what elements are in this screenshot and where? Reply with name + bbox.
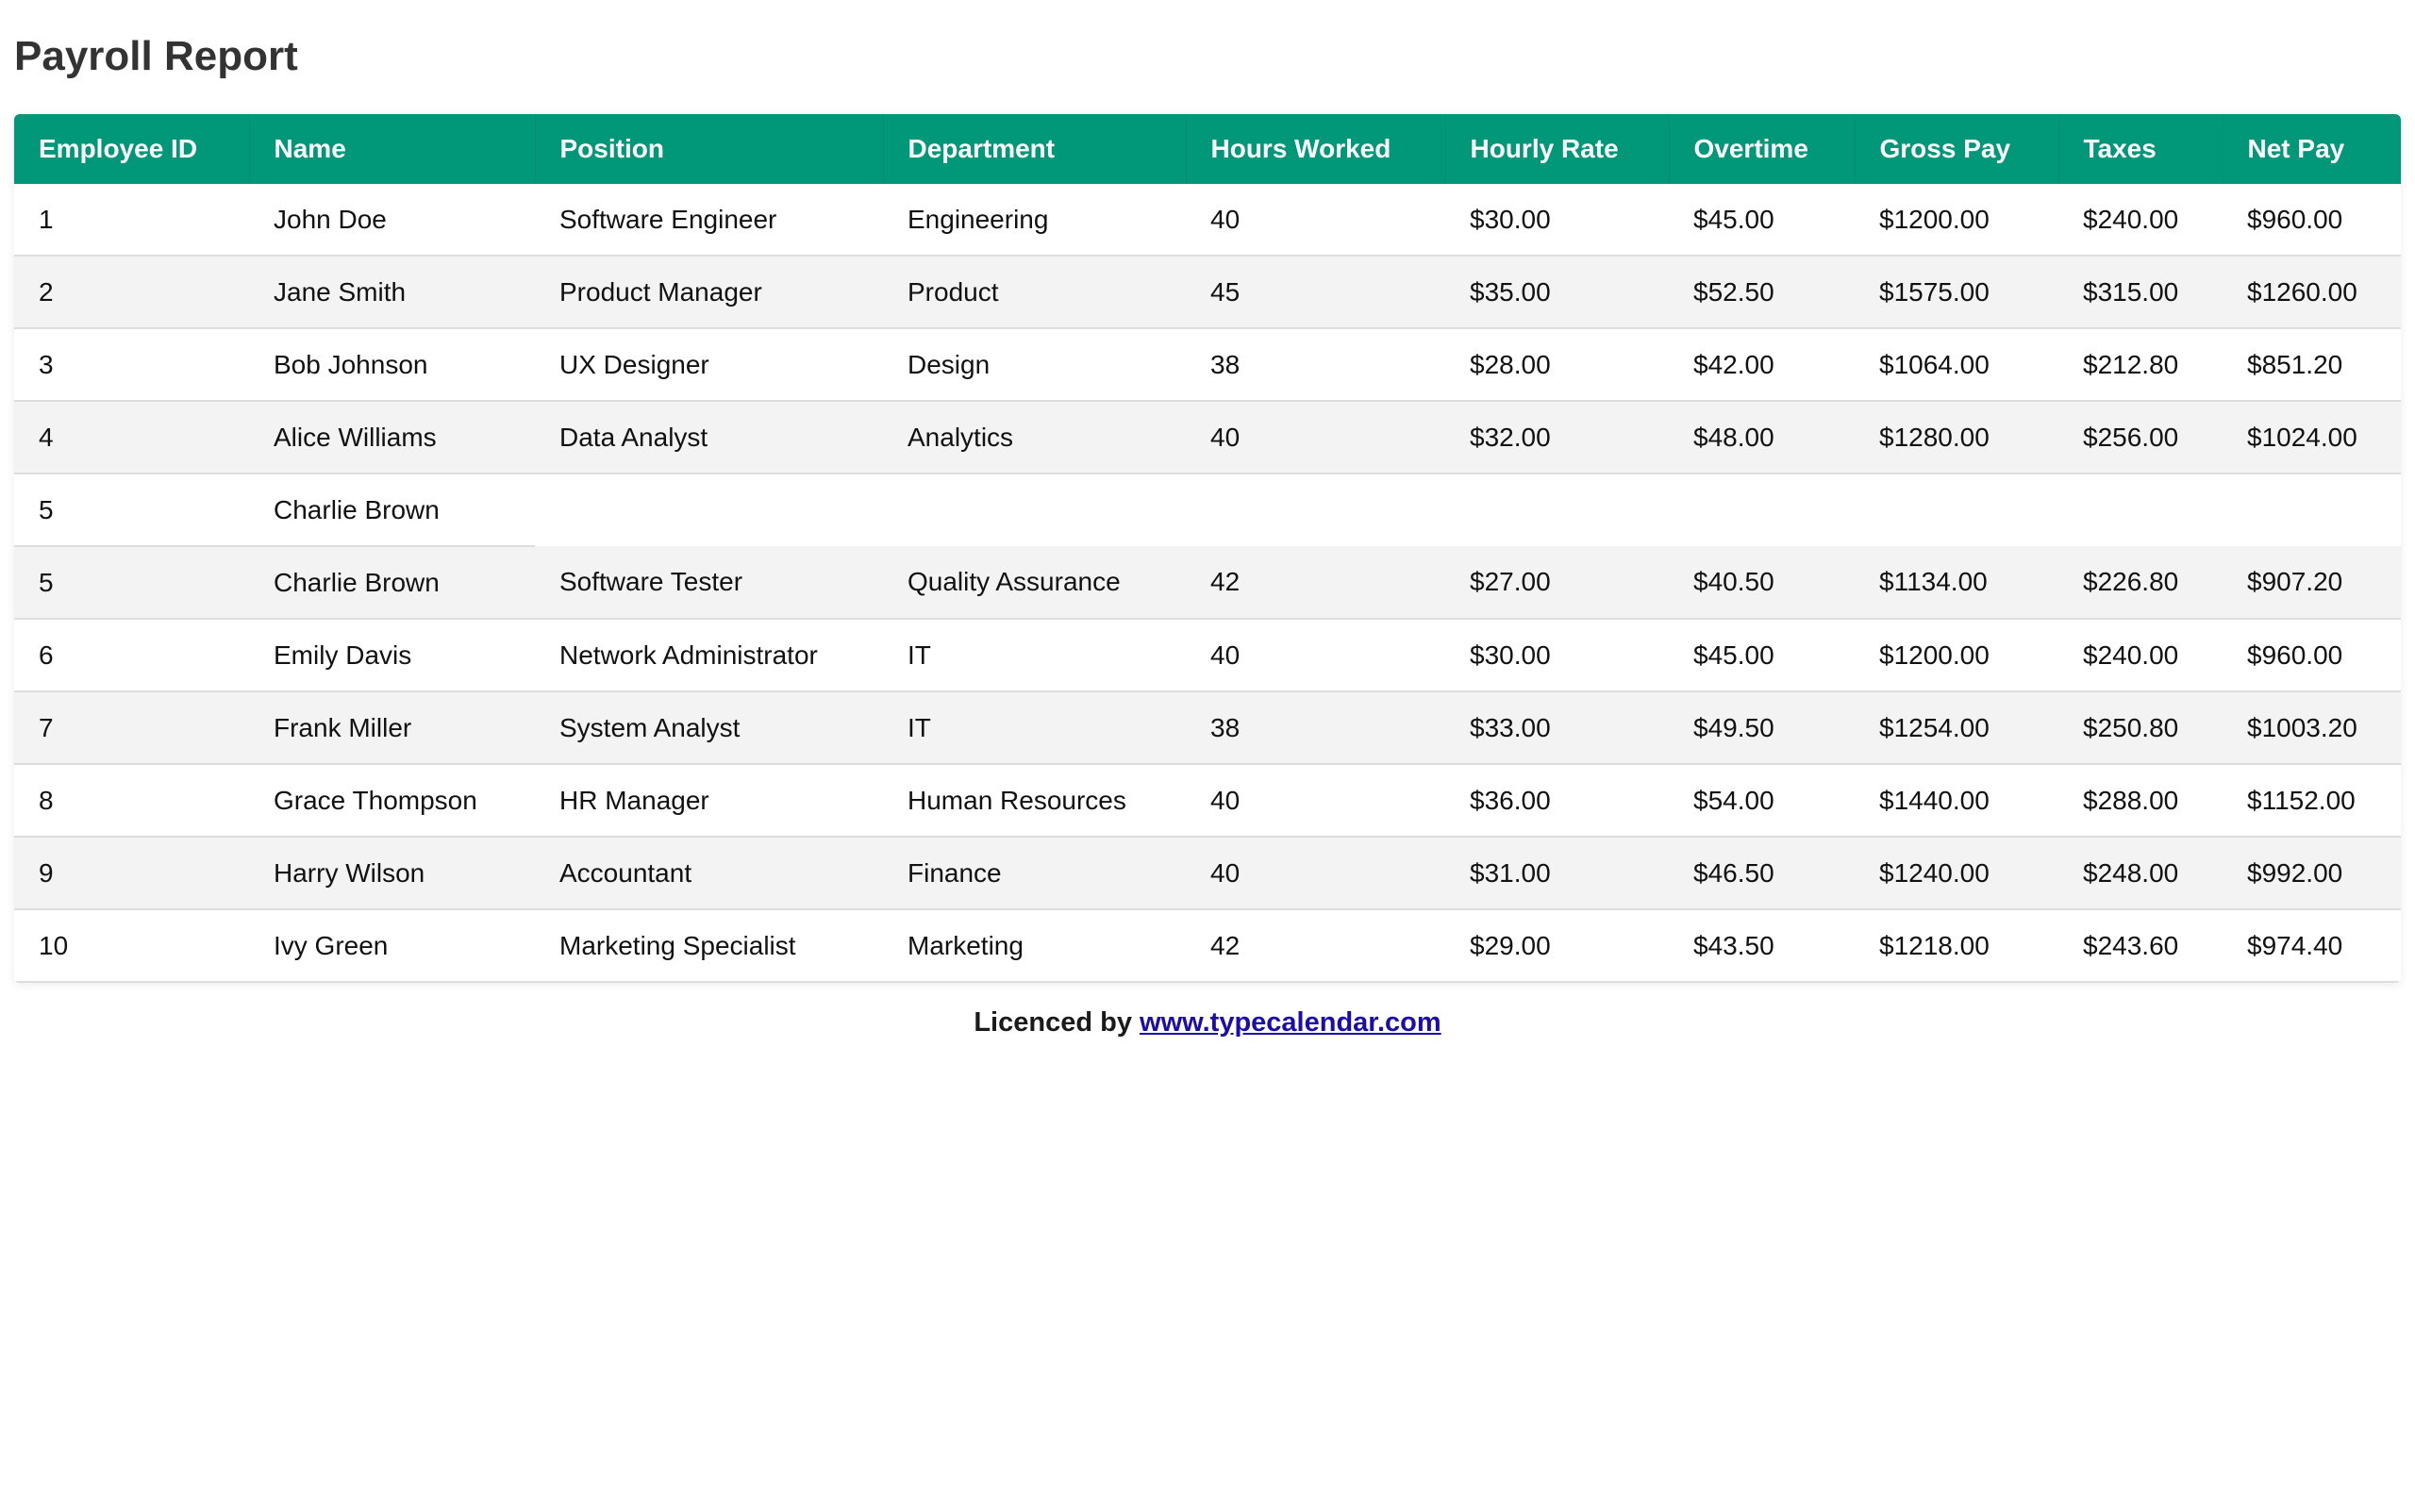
table-row [14, 401, 2401, 474]
table-row [14, 474, 2401, 546]
hourly-rate-cell [1445, 474, 1669, 546]
name-cell: Charlie Brown [249, 546, 535, 619]
table-row [14, 764, 2401, 837]
taxes-cell [2058, 474, 2223, 546]
table-row [14, 546, 2401, 619]
gross-pay-cell: $1240.00 [1855, 837, 2058, 909]
hours-worked-cell: 38 [1186, 328, 1445, 401]
position-cell: Software Engineer [535, 184, 883, 256]
department-cell: Marketing [883, 909, 1186, 982]
column-header-name[interactable]: Name [249, 114, 535, 184]
net-pay-cell: $1152.00 [2223, 764, 2401, 837]
employee-id-cell: 7 [14, 691, 249, 764]
name-cell: Charlie Brown [249, 474, 535, 546]
column-header-overtime[interactable]: Overtime [1669, 114, 1855, 184]
position-cell: UX Designer [535, 328, 883, 401]
department-cell: Engineering [883, 184, 1186, 256]
column-header-employee-id[interactable]: Employee ID [14, 114, 249, 184]
overtime-cell: $45.00 [1669, 184, 1855, 256]
net-pay-cell: $851.20 [2223, 328, 2401, 401]
column-header-position[interactable]: Position [535, 114, 883, 184]
employee-id-cell: 5 [14, 474, 249, 546]
name-cell: Ivy Green [249, 909, 535, 982]
overtime-cell: $49.50 [1669, 691, 1855, 764]
net-pay-cell: $1003.20 [2223, 691, 2401, 764]
taxes-cell: $243.60 [2058, 909, 2223, 982]
net-pay-cell: $907.20 [2223, 546, 2401, 619]
position-cell [535, 474, 883, 546]
department-cell: Human Resources [883, 764, 1186, 837]
hourly-rate-cell: $32.00 [1445, 401, 1669, 474]
hourly-rate-cell: $28.00 [1445, 328, 1669, 401]
department-cell: Finance [883, 837, 1186, 909]
name-cell: Jane Smith [249, 256, 535, 328]
table-header [14, 114, 2401, 184]
overtime-cell [1669, 474, 1855, 546]
gross-pay-cell: $1280.00 [1855, 401, 2058, 474]
gross-pay-cell [1855, 474, 2058, 546]
gross-pay-cell: $1440.00 [1855, 764, 2058, 837]
department-cell [883, 474, 1186, 546]
gross-pay-cell: $1575.00 [1855, 256, 2058, 328]
hours-worked-cell: 45 [1186, 256, 1445, 328]
gross-pay-cell: $1134.00 [1855, 546, 2058, 619]
overtime-cell: $54.00 [1669, 764, 1855, 837]
table-row [14, 909, 2401, 982]
name-cell: Emily Davis [249, 619, 535, 691]
department-cell: IT [883, 691, 1186, 764]
position-cell: Accountant [535, 837, 883, 909]
position-cell: Product Manager [535, 256, 883, 328]
hourly-rate-cell: $27.00 [1445, 546, 1669, 619]
name-cell: John Doe [249, 184, 535, 256]
gross-pay-cell: $1200.00 [1855, 184, 2058, 256]
payroll-table-container [14, 114, 2401, 983]
column-header-hourly-rate[interactable]: Hourly Rate [1445, 114, 1669, 184]
gross-pay-cell: $1254.00 [1855, 691, 2058, 764]
employee-id-cell: 8 [14, 764, 249, 837]
hours-worked-cell: 40 [1186, 764, 1445, 837]
net-pay-cell: $960.00 [2223, 184, 2401, 256]
overtime-cell: $42.00 [1669, 328, 1855, 401]
column-header-gross-pay[interactable]: Gross Pay [1855, 114, 2058, 184]
employee-id-cell: 4 [14, 401, 249, 474]
table-row [14, 184, 2401, 256]
payroll-table [14, 114, 2401, 983]
department-cell: Product [883, 256, 1186, 328]
taxes-cell: $250.80 [2058, 691, 2223, 764]
license-prefix: Licenced by [974, 1007, 1132, 1038]
table-row [14, 619, 2401, 691]
taxes-cell: $240.00 [2058, 184, 2223, 256]
taxes-cell: $226.80 [2058, 546, 2223, 619]
employee-id-cell: 10 [14, 909, 249, 982]
employee-id-cell: 1 [14, 184, 249, 256]
license-footer [0, 1007, 2415, 1038]
gross-pay-cell: $1064.00 [1855, 328, 2058, 401]
net-pay-cell: $974.40 [2223, 909, 2401, 982]
taxes-cell: $256.00 [2058, 401, 2223, 474]
column-header-hours-worked[interactable]: Hours Worked [1186, 114, 1445, 184]
gross-pay-cell: $1218.00 [1855, 909, 2058, 982]
name-cell: Frank Miller [249, 691, 535, 764]
header-row [14, 114, 2401, 184]
employee-id-cell: 2 [14, 256, 249, 328]
taxes-cell: $212.80 [2058, 328, 2223, 401]
column-header-taxes[interactable]: Taxes [2058, 114, 2223, 184]
hourly-rate-cell: $30.00 [1445, 619, 1669, 691]
table-row [14, 328, 2401, 401]
name-cell: Alice Williams [249, 401, 535, 474]
hours-worked-cell: 40 [1186, 619, 1445, 691]
net-pay-cell [2223, 474, 2401, 546]
hours-worked-cell: 40 [1186, 184, 1445, 256]
hourly-rate-cell: $36.00 [1445, 764, 1669, 837]
hours-worked-cell: 40 [1186, 401, 1445, 474]
position-cell: Software Tester [535, 546, 883, 619]
column-header-department[interactable]: Department [883, 114, 1186, 184]
hours-worked-cell: 42 [1186, 546, 1445, 619]
overtime-cell: $46.50 [1669, 837, 1855, 909]
overtime-cell: $45.00 [1669, 619, 1855, 691]
net-pay-cell: $960.00 [2223, 619, 2401, 691]
net-pay-cell: $992.00 [2223, 837, 2401, 909]
employee-id-cell: 3 [14, 328, 249, 401]
position-cell: Network Administrator [535, 619, 883, 691]
hourly-rate-cell: $33.00 [1445, 691, 1669, 764]
hourly-rate-cell: $30.00 [1445, 184, 1669, 256]
employee-id-cell: 9 [14, 837, 249, 909]
hours-worked-cell: 42 [1186, 909, 1445, 982]
table-row [14, 256, 2401, 328]
position-cell: Marketing Specialist [535, 909, 883, 982]
license-link[interactable]: www.typecalendar.com [1140, 1007, 1441, 1038]
hourly-rate-cell: $31.00 [1445, 837, 1669, 909]
department-cell: Quality Assurance [883, 546, 1186, 619]
overtime-cell: $40.50 [1669, 546, 1855, 619]
table-row [14, 837, 2401, 909]
taxes-cell: $240.00 [2058, 619, 2223, 691]
hourly-rate-cell: $29.00 [1445, 909, 1669, 982]
department-cell: Analytics [883, 401, 1186, 474]
page-title: Payroll Report [14, 33, 298, 79]
table-body [14, 184, 2401, 982]
hourly-rate-cell: $35.00 [1445, 256, 1669, 328]
position-cell: HR Manager [535, 764, 883, 837]
employee-id-cell: 5 [14, 546, 249, 619]
table-row [14, 691, 2401, 764]
gross-pay-cell: $1200.00 [1855, 619, 2058, 691]
hours-worked-cell [1186, 474, 1445, 546]
hours-worked-cell: 40 [1186, 837, 1445, 909]
department-cell: IT [883, 619, 1186, 691]
taxes-cell: $248.00 [2058, 837, 2223, 909]
taxes-cell: $288.00 [2058, 764, 2223, 837]
position-cell: Data Analyst [535, 401, 883, 474]
position-cell: System Analyst [535, 691, 883, 764]
overtime-cell: $48.00 [1669, 401, 1855, 474]
hours-worked-cell: 38 [1186, 691, 1445, 764]
taxes-cell: $315.00 [2058, 256, 2223, 328]
employee-id-cell: 6 [14, 619, 249, 691]
net-pay-cell: $1260.00 [2223, 256, 2401, 328]
overtime-cell: $52.50 [1669, 256, 1855, 328]
overtime-cell: $43.50 [1669, 909, 1855, 982]
name-cell: Harry Wilson [249, 837, 535, 909]
column-header-net-pay[interactable]: Net Pay [2247, 134, 2345, 163]
department-cell: Design [883, 328, 1186, 401]
name-cell: Bob Johnson [249, 328, 535, 401]
net-pay-cell: $1024.00 [2223, 401, 2401, 474]
name-cell: Grace Thompson [249, 764, 535, 837]
